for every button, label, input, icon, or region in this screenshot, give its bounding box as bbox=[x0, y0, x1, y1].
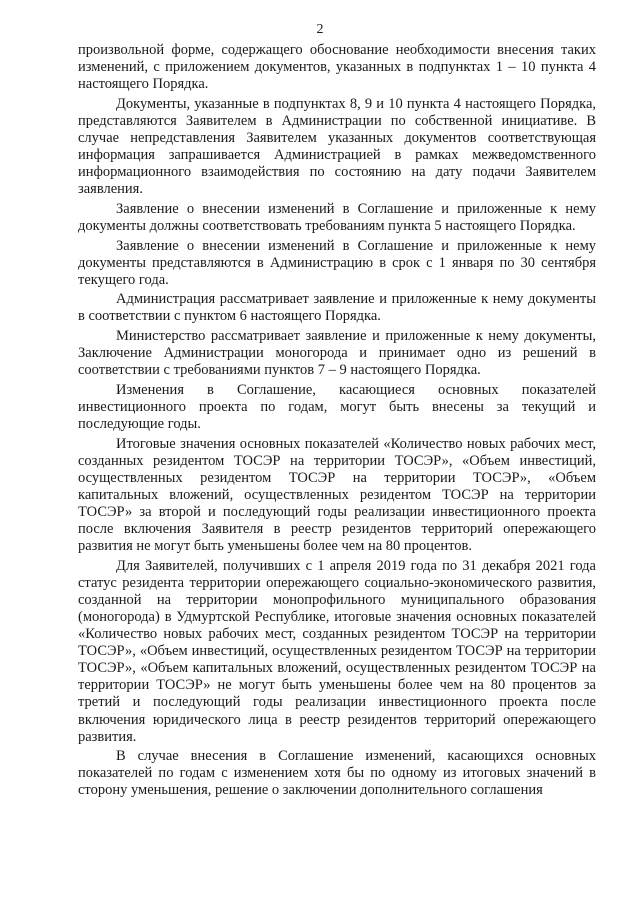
paragraph-changes-scope: Изменения в Соглашение, касающиеся основных показателей инвестиционного проекта по годам, могут быть внесены за текущий и последующие годы. bbox=[78, 381, 596, 432]
paragraph-administration-review: Администрация рассматривает заявление и приложенные к нему документы в соответствии с пунктом 6 настоящего Порядка. bbox=[78, 291, 596, 325]
paragraph-deadline: Заявление о внесении изменений в Соглашение и приложенные к нему документы представляются в Администрацию в срок с 1 января по 30 сентября текущего года. bbox=[78, 237, 596, 288]
document-body bbox=[78, 42, 596, 802]
paragraph-continued: произвольной форме, содержащего обоснование необходимости внесения таких изменений, с приложением документов, указанных в подпунктах 1 – 10 пункта 4 настоящего Порядка. bbox=[78, 42, 596, 93]
paragraph-applicants-2019-2021: Для Заявителей, получивших с 1 апреля 2019 года по 31 декабря 2021 года статус резидента территории опережающего социально-экономического развития, созданной на территории монопрофильного муниципального образования (моногорода) в Удмуртской Республике, итоговые значения основных показателей «Количество новых рабочих мест, созданных резидентом ТОСЭР на территории ТОСЭР», «Объем инвестиций, осуществленных резидентом ТОСЭР на территории ТОСЭР», «Объем капитальных вложений, осуществленных резидентом ТОСЭР на территории ТОСЭР» не могут быть уменьшены более чем на 80 процентов за третий и последующий годы реализации инвестиционного проекта после включения юридического лица в реестр резидентов территорий опережающего развития. bbox=[78, 557, 596, 745]
paragraph-final-values: Итоговые значения основных показателей «Количество новых рабочих мест, созданных резидентом ТОСЭР на территории ТОСЭР», «Объем инвестиций, осуществленных резидентом ТОСЭР на территории ТОСЭР», «Объем капитальных вложений, осуществленных резидентом ТОСЭР на территории ТОСЭР» за второй и последующий годы реализации инвестиционного проекта после включения Заявителя в реестр резидентов территорий опережающего развития не могут быть уменьшены более чем на 80 процентов. bbox=[78, 435, 596, 555]
paragraph-changes-decrease: В случае внесения в Соглашение изменений, касающихся основных показателей по годам с изменением хотя бы по одному из итоговых значений в сторону уменьшения, решение о заключении дополнительного соглашения bbox=[78, 748, 596, 799]
paragraph-requirements: Заявление о внесении изменений в Соглашение и приложенные к нему документы должны соответствовать требованиям пункта 5 настоящего Порядка. bbox=[78, 200, 596, 234]
paragraph-ministry-review: Министерство рассматривает заявление и приложенные к нему документы, Заключение Администрации моногорода и принимает одно из решений в соответствии с требованиями пунктов 7 – 9 настоящего Порядка. bbox=[78, 328, 596, 379]
page-number: 2 bbox=[316, 22, 324, 37]
paragraph-documents-submission: Документы, указанные в подпунктах 8, 9 и 10 пункта 4 настоящего Порядка, представляются Заявителем в Администрации по собственной инициативе. В случае непредставления Заявителем указанных документов соответствующая информация запрашивается Администрацией в рамках межведомственного информационного взаимодействия по состоянию на дату подачи Заявителем заявления. bbox=[78, 95, 596, 198]
